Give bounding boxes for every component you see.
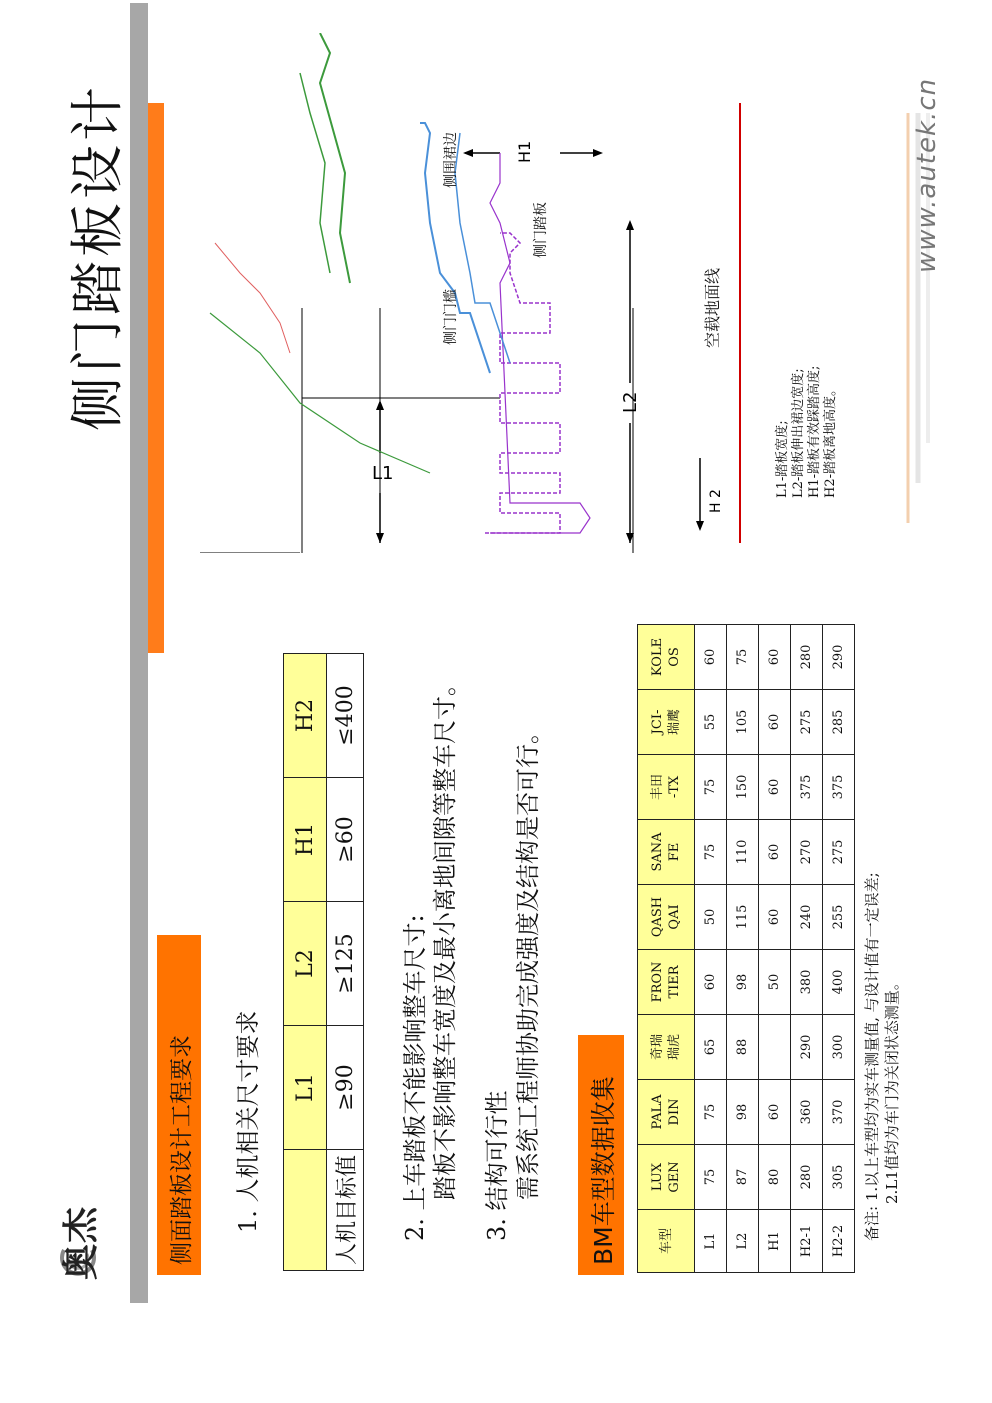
table-header-cell: JCI- 瑞鹰: [638, 690, 695, 755]
table-cell: 360: [791, 1080, 823, 1145]
table-cell: 60: [759, 1080, 791, 1145]
requirement-item-2-body: 踏板不影响整车宽度及最小离地间隙等整车尺寸。: [431, 672, 459, 1200]
table-row: [759, 625, 791, 1273]
table-cell: 110: [727, 820, 759, 885]
table-cell: 400: [823, 950, 855, 1015]
table-cell: 285: [823, 690, 855, 755]
table-cell: 375: [791, 755, 823, 820]
legend-h1: H1-踏板有效踩踏高度;: [807, 365, 822, 498]
table-row: [638, 625, 695, 1273]
section-label-bm-data: BM车型数据收集: [578, 1035, 624, 1275]
table-cell: 60: [759, 755, 791, 820]
table-cell: 300: [823, 1015, 855, 1080]
table-cell: 290: [791, 1015, 823, 1080]
watermark-url: www.autek.cn: [912, 77, 942, 273]
table-cell: 275: [791, 690, 823, 755]
table-cell: ≥90: [327, 1026, 364, 1150]
table-cell: 255: [823, 885, 855, 950]
table-cell: 290: [823, 625, 855, 690]
label-ground-line: 空载地面线: [703, 267, 722, 348]
step-section-diagram: [200, 33, 760, 553]
table-cell: 87: [727, 1145, 759, 1210]
table-cell: 375: [823, 755, 855, 820]
label-sill: 侧门门槛: [443, 289, 459, 345]
table-cell: 98: [727, 950, 759, 1015]
requirement-item-2-title: 2. 上车踏板不能影响整车尺寸:: [401, 914, 429, 1241]
table-row: [791, 625, 823, 1273]
table-cell: 75: [695, 755, 727, 820]
table-cell: L2: [284, 902, 327, 1026]
label-step: 侧门踏板: [533, 202, 549, 258]
table-cell: 280: [791, 1145, 823, 1210]
table-header-cell: 丰田 -TX: [638, 755, 695, 820]
table-cell: ≥125: [327, 902, 364, 1026]
table-header-cell: SANA FE: [638, 820, 695, 885]
legend-h2: H2-踏板离地高度。: [823, 382, 838, 498]
table-cell: 50: [759, 950, 791, 1015]
table-cell: 60: [759, 885, 791, 950]
table-cell: 75: [695, 1080, 727, 1145]
table-row: [823, 625, 855, 1273]
table-header-cell: QASH QAI: [638, 885, 695, 950]
table-cell: 305: [823, 1145, 855, 1210]
section-label-requirements: 侧面踏板设计工程要求: [157, 935, 201, 1275]
bm-data-table: [637, 624, 855, 1273]
note-line-2: 2.L1值均为车门为关闭状态测量。: [883, 975, 901, 1204]
table-cell: 60: [759, 820, 791, 885]
legend-l2: L2-踏板伸出裙边宽度;: [791, 368, 806, 498]
table-cell: L2: [727, 1210, 759, 1273]
table-cell: H1: [284, 778, 327, 902]
note-line-1: 备注: 1.以上车型均为实车测量值, 与设计值有一定误差;: [863, 872, 881, 1241]
dim-label-l2: L2: [620, 391, 641, 413]
table-cell: 98: [727, 1080, 759, 1145]
notes: [862, 872, 902, 1241]
table-cell: 380: [791, 950, 823, 1015]
dim-label-l1: L1: [372, 463, 394, 484]
header-orange-bar: [148, 103, 164, 653]
requirement-item-1: 1. 人机相关尺寸要求: [234, 1010, 262, 1233]
dim-label-h1: H1: [515, 140, 534, 163]
table-cell: 人机目标值: [327, 1150, 364, 1271]
table-body: [695, 625, 855, 1273]
table-row: [327, 654, 364, 1271]
requirement-table: [283, 653, 364, 1271]
table-cell: 105: [727, 690, 759, 755]
company-logo: [58, 1205, 102, 1280]
table-cell: 50: [695, 885, 727, 950]
requirement-item-3-title: 3. 结构可行性: [483, 1090, 511, 1241]
table-cell: ≥60: [327, 778, 364, 902]
table-cell: [759, 1015, 791, 1080]
logo-text: 奥杰: [59, 1205, 102, 1280]
table-cell: 88: [727, 1015, 759, 1080]
table-header-cell: PALA DIN: [638, 1080, 695, 1145]
table-row: [695, 625, 727, 1273]
table-cell: 280: [791, 625, 823, 690]
table-header-cell: 奇瑞 瑞虎: [638, 1015, 695, 1080]
table-cell: [284, 1150, 327, 1271]
legend-l1: L1-踏板宽度;: [775, 420, 790, 498]
table-cell: 80: [759, 1145, 791, 1210]
table-cell: 275: [823, 820, 855, 885]
diagram-legend: [775, 366, 839, 498]
table-cell: H2-2: [823, 1210, 855, 1273]
table-cell: 60: [759, 690, 791, 755]
table-cell: H1: [759, 1210, 791, 1273]
table-cell: 60: [759, 625, 791, 690]
table-cell: 75: [727, 625, 759, 690]
table-cell: H2: [284, 654, 327, 778]
header-gray-bar: [130, 3, 148, 1303]
table-row: [284, 654, 327, 1271]
table-header-cell: KOLE OS: [638, 625, 695, 690]
table-cell: 65: [695, 1015, 727, 1080]
requirement-item-3-body: 需系统工程师协助完成强度及结构是否可行。: [514, 720, 542, 1200]
label-skirt: 侧围裙边: [443, 132, 459, 188]
table-cell: 115: [727, 885, 759, 950]
table-cell: 240: [791, 885, 823, 950]
dim-label-h2: H 2: [708, 489, 724, 513]
table-cell: 60: [695, 950, 727, 1015]
table-cell: H2-1: [791, 1210, 823, 1273]
table-header-cell: LUX GEN: [638, 1145, 695, 1210]
table-cell: 75: [695, 820, 727, 885]
table-header-cell: FRON TIER: [638, 950, 695, 1015]
table-cell: L1: [284, 1026, 327, 1150]
table-cell: 55: [695, 690, 727, 755]
table-cell: L1: [695, 1210, 727, 1273]
table-cell: ≤400: [327, 654, 364, 778]
page-title: 侧门踏板设计: [66, 83, 129, 431]
table-row: [727, 625, 759, 1273]
table-cell: 75: [695, 1145, 727, 1210]
table-cell: 270: [791, 820, 823, 885]
table-header-cell: 车型: [638, 1210, 695, 1273]
table-cell: 370: [823, 1080, 855, 1145]
table-cell: 150: [727, 755, 759, 820]
table-cell: 60: [695, 625, 727, 690]
